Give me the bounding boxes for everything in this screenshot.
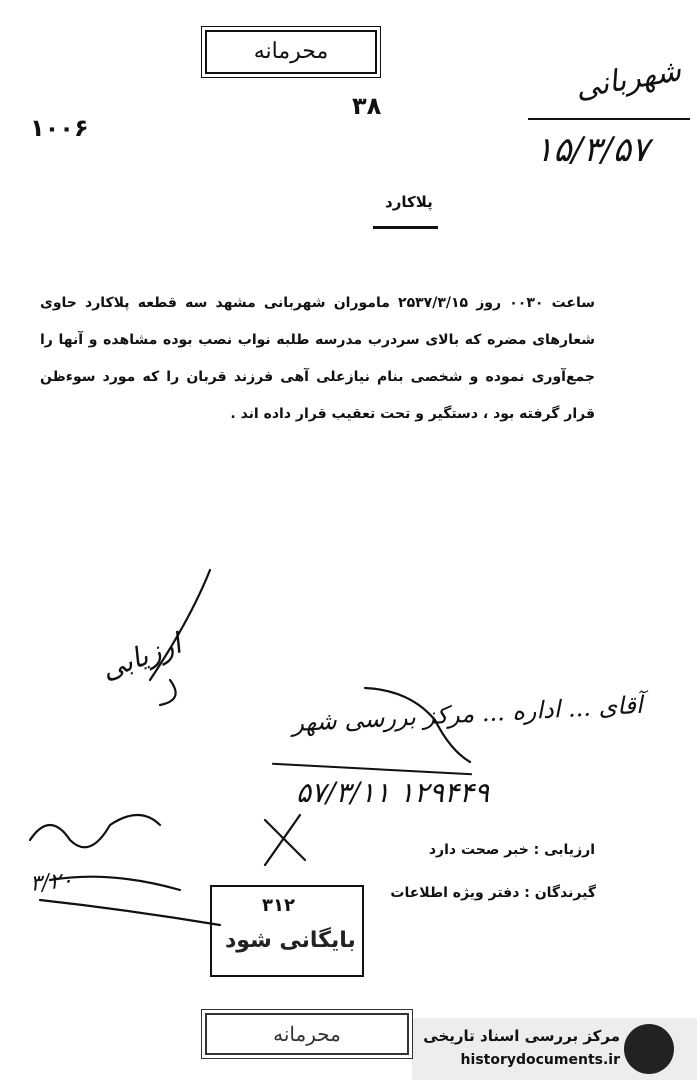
evaluation-line: ارزیابی : خبر صحت دارد <box>428 842 595 858</box>
document-subject: پلاکارد <box>385 193 433 211</box>
subject-underline <box>373 226 438 229</box>
handwritten-lower-note: ۳/۲۰ <box>28 868 74 897</box>
handwritten-note-top: شهربانی <box>572 53 684 106</box>
classification-stamp-bottom: محرمانه <box>205 1013 409 1055</box>
handwritten-reference-number: ۱۲۹۴۴۹ ۵۷/۳/۱۱ <box>296 776 490 809</box>
handwritten-margin-note: ارزیابی <box>96 626 186 687</box>
recipients-line: گیرندگان : دفتر ویژه اطلاعات <box>390 885 596 901</box>
page-number: ۳۸ <box>352 92 382 120</box>
date-underline <box>528 118 690 120</box>
document-body: ساعت ۰۰۳۰ روز ۲۵۳۷/۳/۱۵ ماموران شهربانی مشهد سه قطعه پلاکارد حاوی شعارهای مضره که بالای سردرب مدرسه طلبه نواب نصب بوده مشاهده و آنها را جمع‌آوری نموده و شخصی بنام نیازعلی آهی فرزند قربان را که مورد سوءظن قرار گرفته بود ، دستگیر و تحت تعقیب قرار داده اند . <box>40 295 595 423</box>
watermark-url: historydocuments.ir <box>460 1052 620 1068</box>
handwritten-date: ۱۵/۳/۵۷ <box>535 130 650 170</box>
archive-logo-icon <box>624 1024 674 1074</box>
archive-stamp-text: بایگانی شود <box>225 928 356 953</box>
archive-stamp-number: ۳۱۲ <box>262 895 295 916</box>
handwritten-reference: آقای ... اداره ... مرکز بررسی شهر <box>291 690 644 738</box>
watermark-title: مرکز بررسی اسناد تاریخی <box>423 1027 620 1045</box>
document-number: ۱۰۰۶ <box>30 114 89 142</box>
classification-stamp-top: محرمانه <box>205 30 377 74</box>
